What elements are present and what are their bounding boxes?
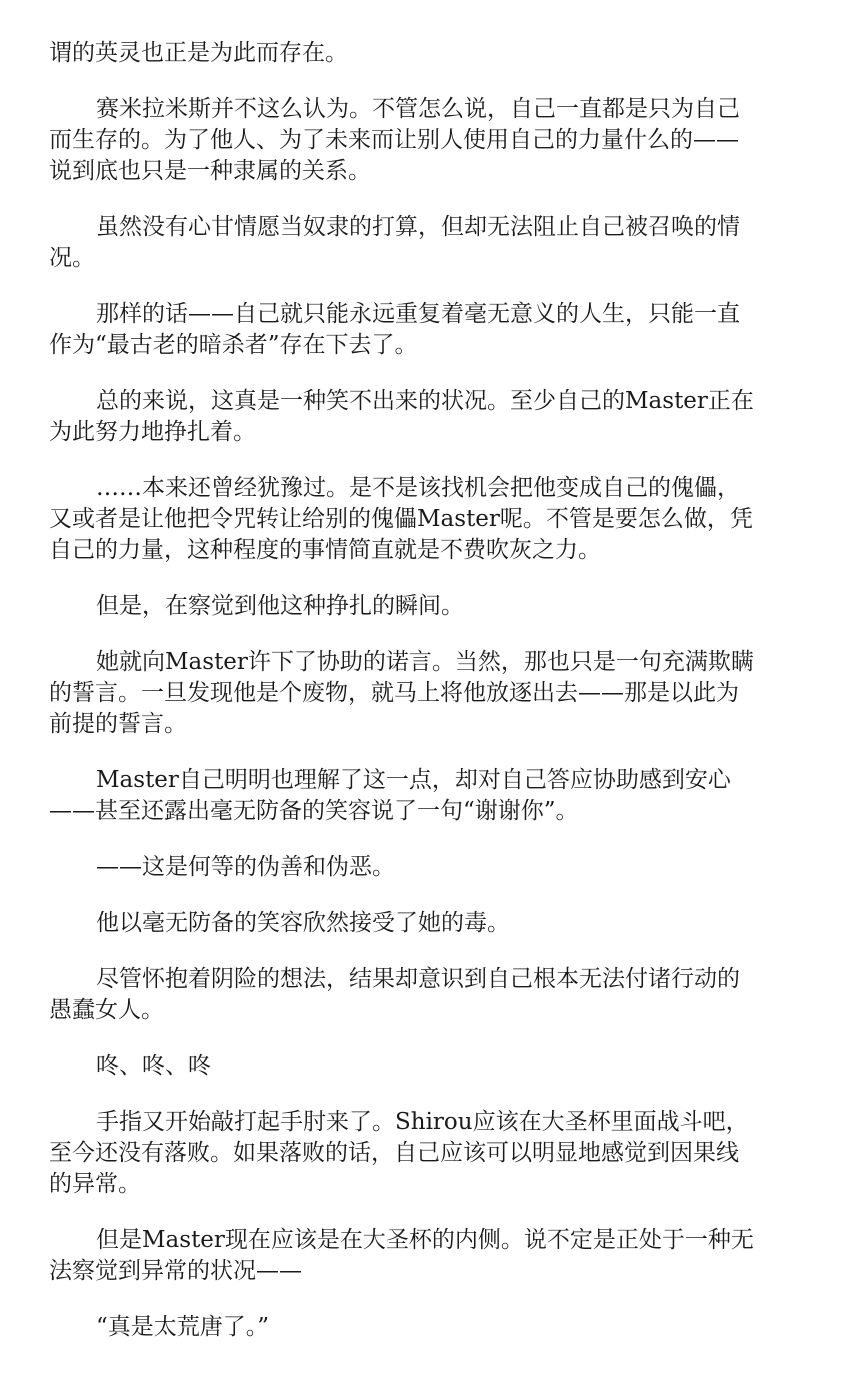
paragraph-line: 但是，在察觉到他这种挣扎的瞬间。 xyxy=(96,593,464,619)
paragraph-line: 那样的话——自己就只能永远重复着毫无意义的人生，只能一直 xyxy=(96,301,740,327)
paragraph-line: 作为“最古老的暗杀者”存在下去了。 xyxy=(49,332,418,358)
paragraph-line: 而生存的。为了他人、为了未来而让别人使用自己的力量什么的—— xyxy=(49,127,739,153)
paragraph-line: 咚、咚、咚 xyxy=(96,1053,211,1079)
paragraph-line: “真是太荒唐了。” xyxy=(96,1314,270,1340)
paragraph-3 xyxy=(49,212,803,274)
paragraph-line: 手指又开始敲打起手肘来了。Shirou应该在大圣杯里面战斗吧， xyxy=(96,1109,749,1135)
paragraph-line: 况。 xyxy=(49,245,95,271)
paragraph-5 xyxy=(49,386,803,448)
paragraph-line: 为此努力地挣扎着。 xyxy=(49,419,256,445)
paragraph-12 xyxy=(49,964,803,1026)
paragraph-16 xyxy=(49,1312,803,1343)
paragraph-line: 又或者是让他把令咒转让给别的傀儡Master呢。不管是要怎么做，凭 xyxy=(49,506,753,532)
paragraph-line: 但是Master现在应该是在大圣杯的内侧。说不定是正处于一种无 xyxy=(96,1227,754,1253)
document-page xyxy=(49,38,803,1368)
paragraph-line: 自己的力量，这种程度的事情简直就是不费吹灰之力。 xyxy=(49,537,601,563)
paragraph-line: 前提的誓言。 xyxy=(49,711,187,737)
paragraph-line: Master自己明明也理解了这一点，却对自己答应协助感到安心 xyxy=(96,767,731,793)
paragraph-11 xyxy=(49,908,803,939)
paragraph-line: 尽管怀抱着阴险的想法，结果却意识到自己根本无法付诸行动的 xyxy=(96,966,740,992)
paragraph-line: ——甚至还露出毫无防备的笑容说了一句“谢谢你”。 xyxy=(49,798,579,824)
paragraph-line: 说到底也只是一种隶属的关系。 xyxy=(49,158,371,184)
paragraph-13 xyxy=(49,1051,803,1082)
paragraph-line: 他以毫无防备的笑容欣然接受了她的毒。 xyxy=(96,910,510,936)
paragraph-8 xyxy=(49,647,803,740)
paragraph-line: 虽然没有心甘情愿当奴隶的打算，但却无法阻止自己被召唤的情 xyxy=(96,214,740,240)
paragraph-line: 的异常。 xyxy=(49,1171,141,1197)
paragraph-line: 她就向Master许下了协助的诺言。当然，那也只是一句充满欺瞒 xyxy=(96,649,754,675)
paragraph-9 xyxy=(49,765,803,827)
paragraph-line: ——这是何等的伪善和伪恶。 xyxy=(96,854,395,880)
paragraph-2 xyxy=(49,94,803,187)
paragraph-10 xyxy=(49,852,803,883)
paragraph-line: 总的来说，这真是一种笑不出来的状况。至少自己的Master正在 xyxy=(96,388,754,414)
paragraph-line: 谓的英灵也正是为此而存在。 xyxy=(49,40,348,66)
paragraph-6 xyxy=(49,473,803,566)
paragraph-line: 赛米拉米斯并不这么认为。不管怎么说，自己一直都是只为自己 xyxy=(96,96,740,122)
paragraph-line: 法察觉到异常的状况—— xyxy=(49,1258,302,1284)
paragraph-7 xyxy=(49,591,803,622)
paragraph-1 xyxy=(49,38,803,69)
paragraph-line: 愚蠢女人。 xyxy=(49,997,164,1023)
paragraph-15 xyxy=(49,1225,803,1287)
paragraph-line: 的誓言。一旦发现他是个废物，就马上将他放逐出去——那是以此为 xyxy=(49,680,739,706)
paragraph-line: ……本来还曾经犹豫过。是不是该找机会把他变成自己的傀儡， xyxy=(96,475,740,501)
paragraph-14 xyxy=(49,1107,803,1200)
paragraph-line: 至今还没有落败。如果落败的话，自己应该可以明显地感觉到因果线 xyxy=(49,1140,739,1166)
paragraph-4 xyxy=(49,299,803,361)
